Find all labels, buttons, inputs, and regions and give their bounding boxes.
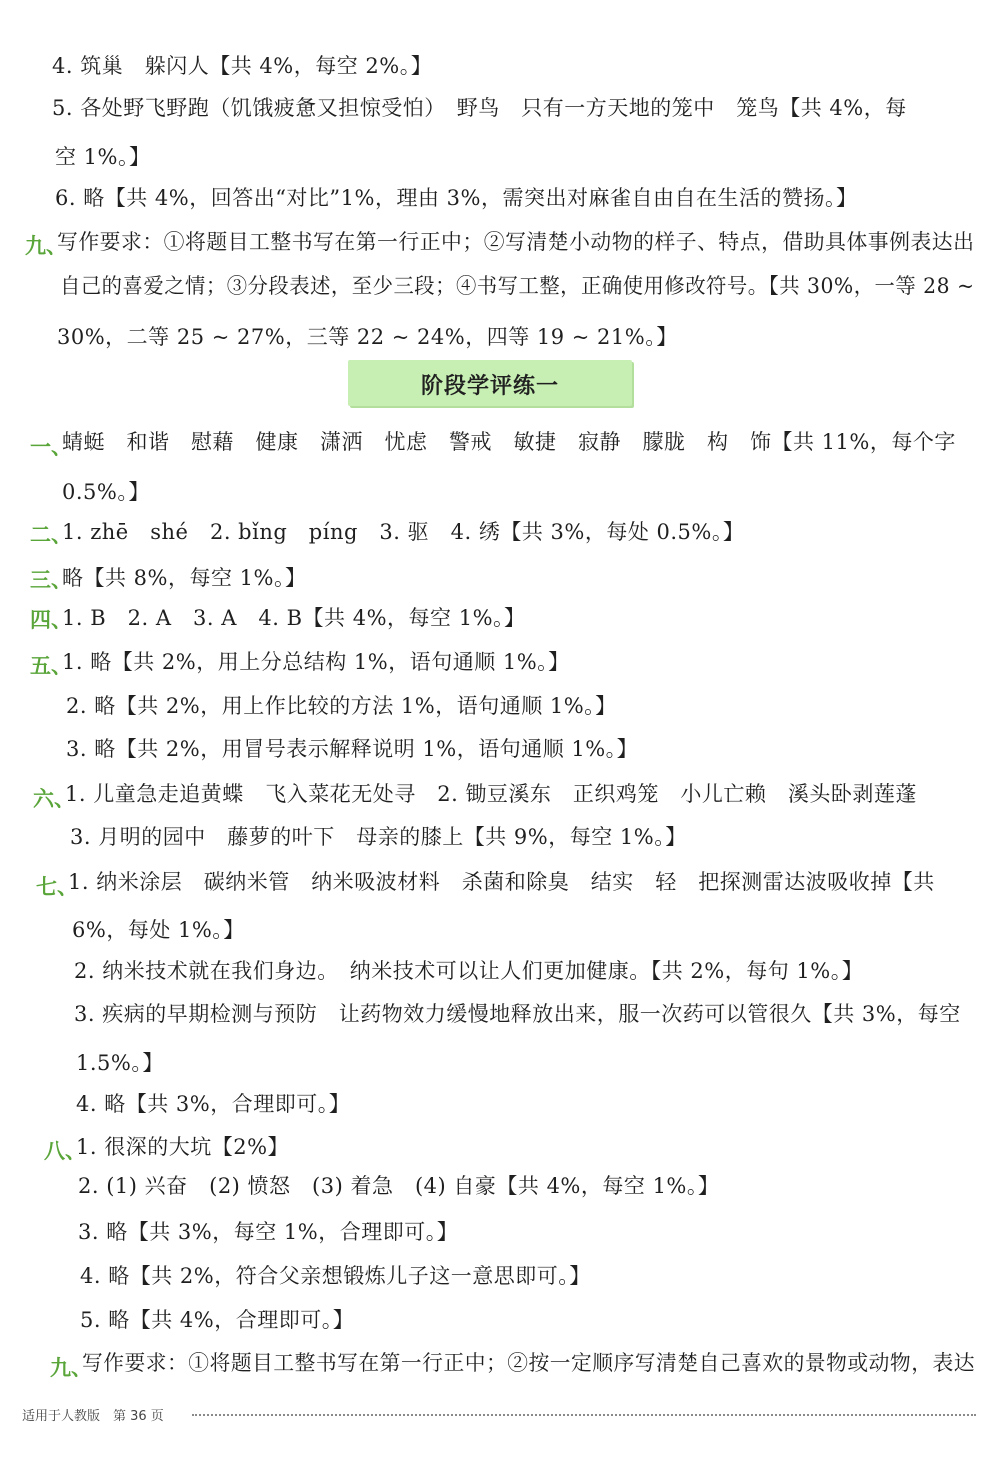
- answer-line: 1. 儿童急走追黄蝶 飞入菜花无处寻 2. 锄豆溪东 正织鸡笼 小儿亡赖 溪头卧剥莲蓬: [65, 782, 917, 806]
- answer-line: 写作要求：①将题目工整书写在第一行正中；②写清楚小动物的样子、特点，借助具体事例表达出: [57, 230, 975, 254]
- answer-line: 3. 月明的园中 藤萝的叶下 母亲的膝上【共 9%，每空 1%。】: [70, 825, 687, 849]
- answer-line: 1. 略【共 2%，用上分总结构 1%，语句通顺 1%。】: [62, 650, 570, 674]
- answer-line: 5. 各处野飞野跑（饥饿疲惫又担惊受怕） 野鸟 只有一方天地的笼中 笼鸟【共 4%，每: [52, 96, 907, 120]
- page-footer: 适用于人教版 第 36 页: [22, 1409, 164, 1424]
- answer-line: 0.5%。】: [62, 480, 150, 504]
- section-marker: 五、: [30, 653, 72, 678]
- answer-line: 写作要求：①将题目工整书写在第一行正中；②按一定顺序写清楚自己喜欢的景物或动物，表达: [82, 1351, 975, 1375]
- section-marker: 八、: [44, 1138, 86, 1163]
- answer-line: 自己的喜爱之情；③分段表述，至少三段；④书写工整，正确使用修改符号。【共 30%，一等 28 ~: [60, 274, 975, 298]
- answer-line: 1. B 2. A 3. A 4. B【共 4%，每空 1%。】: [62, 606, 526, 630]
- answer-line: 2. 略【共 2%，用上作比较的方法 1%，语句通顺 1%。】: [66, 694, 617, 718]
- section-marker: 四、: [30, 607, 72, 632]
- section-marker: 六、: [33, 786, 75, 811]
- answer-line: 6. 略【共 4%，回答出“对比”1%，理由 3%，需突出对麻雀自由自在生活的赞扬。】: [55, 186, 858, 210]
- answer-line: 3. 略【共 3%，每空 1%，合理即可。】: [78, 1220, 459, 1244]
- section-title-banner: [348, 360, 632, 406]
- answer-line: 空 1%。】: [55, 145, 151, 169]
- answer-line: 1.5%。】: [76, 1051, 164, 1075]
- section-marker: 九、: [50, 1355, 92, 1380]
- answer-line: 1. zhē shé 2. bǐng píng 3. 驱 4. 绣【共 3%，每处 0.5%。】: [62, 520, 745, 544]
- section-marker: 三、: [30, 567, 72, 592]
- answer-line: 2. (1) 兴奋 (2) 愤怒 (3) 着急 (4) 自豪【共 4%，每空 1%。】: [78, 1174, 720, 1198]
- answer-line: 1. 纳米涂层 碳纳米管 纳米吸波材料 杀菌和除臭 结实 轻 把探测雷达波吸收掉【共: [68, 870, 935, 894]
- section-marker: 九、: [25, 233, 67, 258]
- answer-line: 2. 纳米技术就在我们身边。 纳米技术可以让人们更加健康。【共 2%，每句 1%。】: [74, 959, 864, 983]
- answer-line: 30%，二等 25 ~ 27%，三等 22 ~ 24%，四等 19 ~ 21%。】: [57, 325, 678, 349]
- footer-divider: [192, 1414, 976, 1416]
- section-title: 阶段学评练一: [420, 374, 559, 399]
- answer-line: 6%，每处 1%。】: [72, 918, 245, 942]
- section-marker: 一、: [30, 434, 72, 459]
- answer-line: 4. 略【共 3%，合理即可。】: [76, 1092, 351, 1116]
- answer-line: 4. 筑巢 躲闪人【共 4%，每空 2%。】: [52, 54, 433, 78]
- answer-line: 3. 略【共 2%，用冒号表示解释说明 1%，语句通顺 1%。】: [66, 737, 639, 761]
- answer-line: 5. 略【共 4%，合理即可。】: [80, 1308, 355, 1332]
- answer-line: 4. 略【共 2%，符合父亲想锻炼儿子这一意思即可。】: [80, 1264, 591, 1288]
- answer-line: 1. 很深的大坑【2%】: [76, 1135, 290, 1159]
- answer-line: 略【共 8%，每空 1%。】: [62, 566, 307, 590]
- answer-line: 蜻蜓 和谐 慰藉 健康 潇洒 忧虑 警戒 敏捷 寂静 朦胧 构 饰【共 11%，每个字: [62, 430, 956, 454]
- section-marker: 七、: [36, 874, 78, 899]
- answer-line: 3. 疾病的早期检测与预防 让药物效力缓慢地释放出来，服一次药可以管很久【共 3%，每空: [74, 1002, 961, 1026]
- section-marker: 二、: [30, 522, 72, 547]
